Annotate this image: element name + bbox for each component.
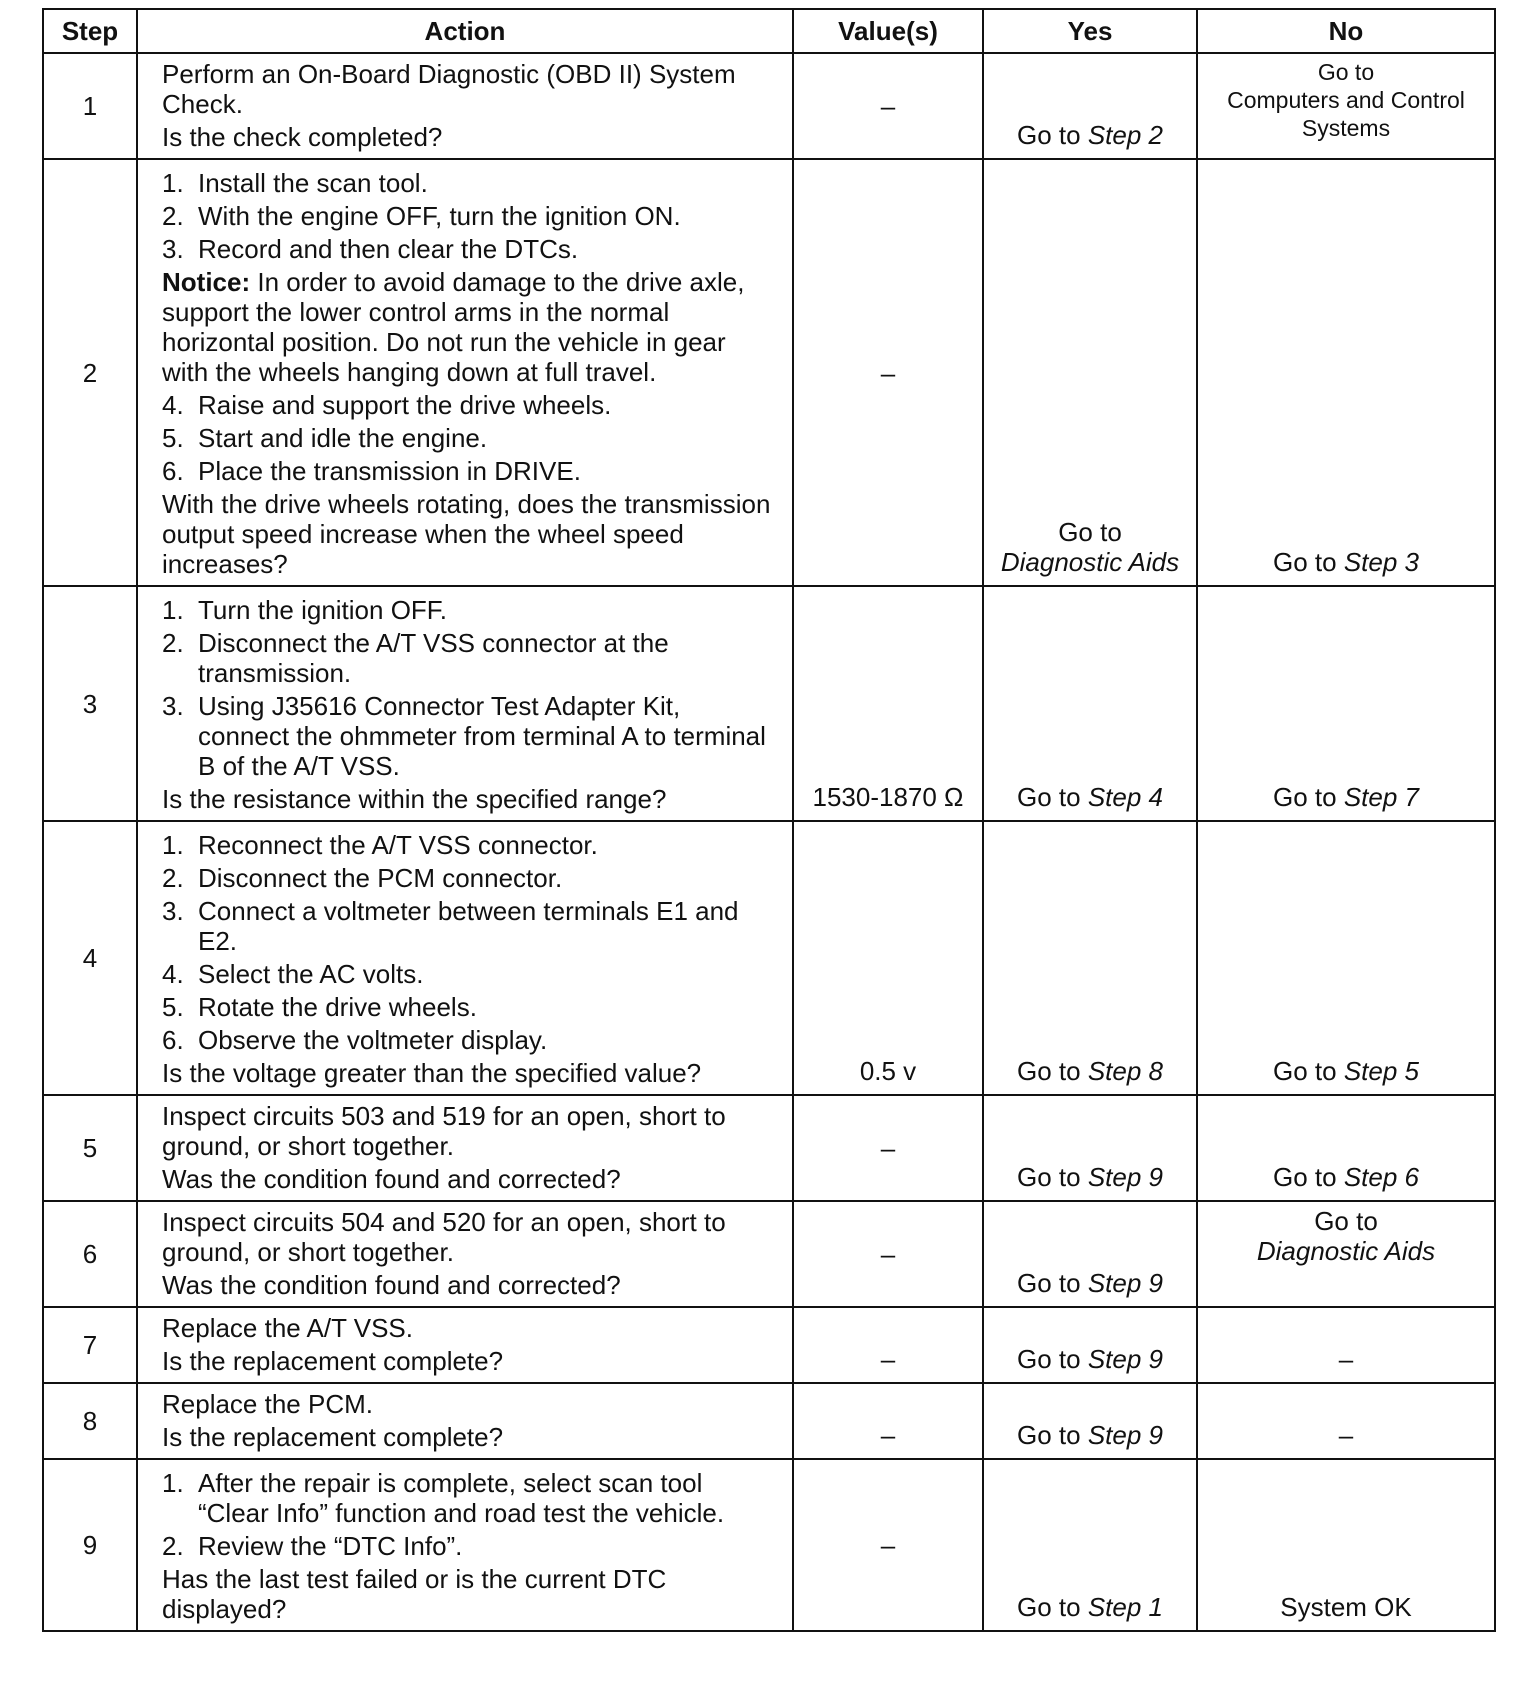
step-number: 8 xyxy=(43,1383,137,1459)
table-row xyxy=(43,1383,1495,1459)
list-num: 1. xyxy=(162,830,184,860)
step-number: 1 xyxy=(43,53,137,159)
notice-label: Notice: xyxy=(162,267,251,297)
action-question: Was the condition found and corrected? xyxy=(162,1270,621,1300)
table-row xyxy=(43,1307,1495,1383)
list-num: 3. xyxy=(162,896,184,926)
action-question: Is the replacement complete? xyxy=(162,1422,504,1452)
yes-cell xyxy=(983,53,1197,159)
list-num: 6. xyxy=(162,1025,184,1055)
action-cell xyxy=(137,1459,793,1631)
list-text: Review the “DTC Info”. xyxy=(198,1531,463,1561)
no-cell xyxy=(1197,821,1495,1095)
list-item xyxy=(162,234,778,264)
list-item xyxy=(162,1531,778,1561)
list-text: With the engine OFF, turn the ignition ON. xyxy=(198,201,681,231)
diagnostic-table xyxy=(42,8,1496,1632)
action-cell xyxy=(137,1383,793,1459)
action-question: Is the replacement complete? xyxy=(162,1346,504,1376)
value-cell: – xyxy=(793,159,983,586)
header-row xyxy=(43,9,1495,53)
yes-target: Step 2 xyxy=(1087,120,1163,150)
list-num: 2. xyxy=(162,863,184,893)
step-number: 2 xyxy=(43,159,137,586)
yes-cell xyxy=(983,1095,1197,1201)
value-cell: – xyxy=(793,1095,983,1201)
step-number: 4 xyxy=(43,821,137,1095)
no-prefix: Go to xyxy=(1273,1162,1344,1192)
list-item xyxy=(162,595,778,625)
list-text: Rotate the drive wheels. xyxy=(198,992,477,1022)
no-cell: – xyxy=(1197,1383,1495,1459)
no-cell xyxy=(1197,1095,1495,1201)
yes-prefix: Go to xyxy=(1017,1162,1088,1192)
list-text: Raise and support the drive wheels. xyxy=(198,390,612,420)
list-item xyxy=(162,959,778,989)
notice xyxy=(162,267,778,387)
action-question: Has the last test failed or is the current DTC displayed? xyxy=(162,1564,667,1624)
action-question: Is the voltage greater than the specified value? xyxy=(162,1058,702,1088)
step-number: 6 xyxy=(43,1201,137,1307)
no-cell xyxy=(1197,53,1495,159)
list-text: Install the scan tool. xyxy=(198,168,428,198)
header-step: Step xyxy=(43,9,137,53)
yes-prefix: Go to xyxy=(1017,1420,1088,1450)
action-cell xyxy=(137,821,793,1095)
table-row xyxy=(43,821,1495,1095)
yes-prefix: Go to xyxy=(1017,1344,1088,1374)
list-num: 4. xyxy=(162,390,184,420)
action-question: Is the resistance within the specified range? xyxy=(162,784,667,814)
list-num: 2. xyxy=(162,628,184,658)
list-item xyxy=(162,863,778,893)
step-number: 7 xyxy=(43,1307,137,1383)
no-target: Computers and Control Systems xyxy=(1227,87,1465,141)
action-question: With the drive wheels rotating, does the transmission output speed increase when the wheel speed increases? xyxy=(162,489,771,579)
no-cell xyxy=(1197,1201,1495,1307)
no-prefix: Go to xyxy=(1314,1206,1378,1236)
yes-prefix: Go to xyxy=(1017,1268,1088,1298)
action-cell xyxy=(137,1201,793,1307)
list-num: 1. xyxy=(162,595,184,625)
step-number: 9 xyxy=(43,1459,137,1631)
value-cell: – xyxy=(793,1307,983,1383)
list-text: After the repair is complete, select scan tool “Clear Info” function and road test the vehicle. xyxy=(198,1468,725,1528)
action-text: Perform an On-Board Diagnostic (OBD II) System Check. xyxy=(162,59,736,119)
action-cell xyxy=(137,586,793,821)
action-text: Inspect circuits 503 and 519 for an open, short to ground, or short together. xyxy=(162,1101,726,1161)
yes-prefix: Go to xyxy=(1017,120,1088,150)
list-text: Using J35616 Connector Test Adapter Kit, connect the ohmmeter from terminal A to terminal B of the A/T VSS. xyxy=(198,691,766,781)
header-yes: Yes xyxy=(983,9,1197,53)
action-cell xyxy=(137,1095,793,1201)
list-num: 6. xyxy=(162,456,184,486)
list-num: 5. xyxy=(162,423,184,453)
yes-target: Diagnostic Aids xyxy=(1000,547,1180,577)
no-cell: System OK xyxy=(1197,1459,1495,1631)
list-num: 3. xyxy=(162,234,184,264)
list-item xyxy=(162,168,778,198)
no-cell xyxy=(1197,159,1495,586)
yes-prefix: Go to xyxy=(1017,1056,1088,1086)
list-item xyxy=(162,691,778,781)
list-item xyxy=(162,896,778,956)
no-target: Step 3 xyxy=(1343,547,1419,577)
no-prefix: Go to xyxy=(1317,59,1375,85)
yes-target: Step 9 xyxy=(1087,1420,1163,1450)
yes-cell xyxy=(983,1383,1197,1459)
header-values: Value(s) xyxy=(793,9,983,53)
value-cell: – xyxy=(793,53,983,159)
yes-prefix: Go to xyxy=(1017,782,1088,812)
list-item xyxy=(162,830,778,860)
value-cell: – xyxy=(793,1201,983,1307)
list-item xyxy=(162,456,778,486)
list-item xyxy=(162,1468,778,1528)
no-target: Step 5 xyxy=(1343,1056,1419,1086)
list-text: Select the AC volts. xyxy=(198,959,424,989)
no-prefix: Go to xyxy=(1273,782,1344,812)
yes-cell xyxy=(983,586,1197,821)
list-num: 3. xyxy=(162,691,184,721)
yes-target: Step 1 xyxy=(1087,1592,1163,1622)
list-item xyxy=(162,628,778,688)
action-cell xyxy=(137,1307,793,1383)
action-question: Was the condition found and corrected? xyxy=(162,1164,621,1194)
yes-prefix: Go to xyxy=(1017,1592,1088,1622)
list-num: 1. xyxy=(162,1468,184,1498)
no-cell xyxy=(1197,586,1495,821)
value-cell: – xyxy=(793,1383,983,1459)
list-text: Turn the ignition OFF. xyxy=(198,595,448,625)
list-text: Record and then clear the DTCs. xyxy=(198,234,579,264)
no-target: Step 6 xyxy=(1343,1162,1419,1192)
list-text: Observe the voltmeter display. xyxy=(198,1025,548,1055)
table-row xyxy=(43,159,1495,586)
yes-cell xyxy=(983,1201,1197,1307)
yes-cell xyxy=(983,821,1197,1095)
value-cell: 0.5 v xyxy=(793,821,983,1095)
list-item xyxy=(162,201,778,231)
list-item xyxy=(162,423,778,453)
list-text: Disconnect the PCM connector. xyxy=(198,863,563,893)
list-num: 2. xyxy=(162,1531,184,1561)
table-row xyxy=(43,1095,1495,1201)
header-action: Action xyxy=(137,9,793,53)
list-text: Place the transmission in DRIVE. xyxy=(198,456,581,486)
no-cell: – xyxy=(1197,1307,1495,1383)
header-no: No xyxy=(1197,9,1495,53)
action-cell xyxy=(137,53,793,159)
table-row xyxy=(43,1459,1495,1631)
value-cell: – xyxy=(793,1459,983,1631)
list-num: 4. xyxy=(162,959,184,989)
list-text: Reconnect the A/T VSS connector. xyxy=(198,830,598,860)
table-row xyxy=(43,586,1495,821)
list-text: Disconnect the A/T VSS connector at the transmission. xyxy=(198,628,669,688)
notice-text: In order to avoid damage to the drive axle, support the lower control arms in the normal horizontal position. Do not run the vehicle in gear with the wheels hanging down at full travel. xyxy=(162,267,745,387)
action-text: Replace the A/T VSS. xyxy=(162,1313,413,1343)
no-prefix: Go to xyxy=(1273,1056,1344,1086)
yes-cell xyxy=(983,1459,1197,1631)
no-target: Step 7 xyxy=(1343,782,1419,812)
table-row xyxy=(43,1201,1495,1307)
yes-target: Step 8 xyxy=(1087,1056,1163,1086)
list-text: Connect a voltmeter between terminals E1 and E2. xyxy=(198,896,739,956)
yes-cell xyxy=(983,159,1197,586)
yes-target: Step 9 xyxy=(1087,1268,1163,1298)
action-question: Is the check completed? xyxy=(162,122,443,152)
table-row xyxy=(43,53,1495,159)
yes-target: Step 4 xyxy=(1087,782,1163,812)
yes-target: Step 9 xyxy=(1087,1162,1163,1192)
list-num: 2. xyxy=(162,201,184,231)
action-text: Inspect circuits 504 and 520 for an open, short to ground, or short together. xyxy=(162,1207,726,1267)
step-number: 5 xyxy=(43,1095,137,1201)
yes-target: Step 9 xyxy=(1087,1344,1163,1374)
list-text: Start and idle the engine. xyxy=(198,423,488,453)
action-text: Replace the PCM. xyxy=(162,1389,373,1419)
list-num: 5. xyxy=(162,992,184,1022)
yes-prefix: Go to xyxy=(1058,517,1122,547)
value-cell: 1530-1870 Ω xyxy=(793,586,983,821)
no-prefix: Go to xyxy=(1273,547,1344,577)
yes-cell xyxy=(983,1307,1197,1383)
no-target: Diagnostic Aids xyxy=(1256,1236,1436,1266)
list-item xyxy=(162,390,778,420)
diagnostic-table-container xyxy=(42,8,1494,1632)
action-cell xyxy=(137,159,793,586)
list-item xyxy=(162,992,778,1022)
list-item xyxy=(162,1025,778,1055)
list-num: 1. xyxy=(162,168,184,198)
step-number: 3 xyxy=(43,586,137,821)
